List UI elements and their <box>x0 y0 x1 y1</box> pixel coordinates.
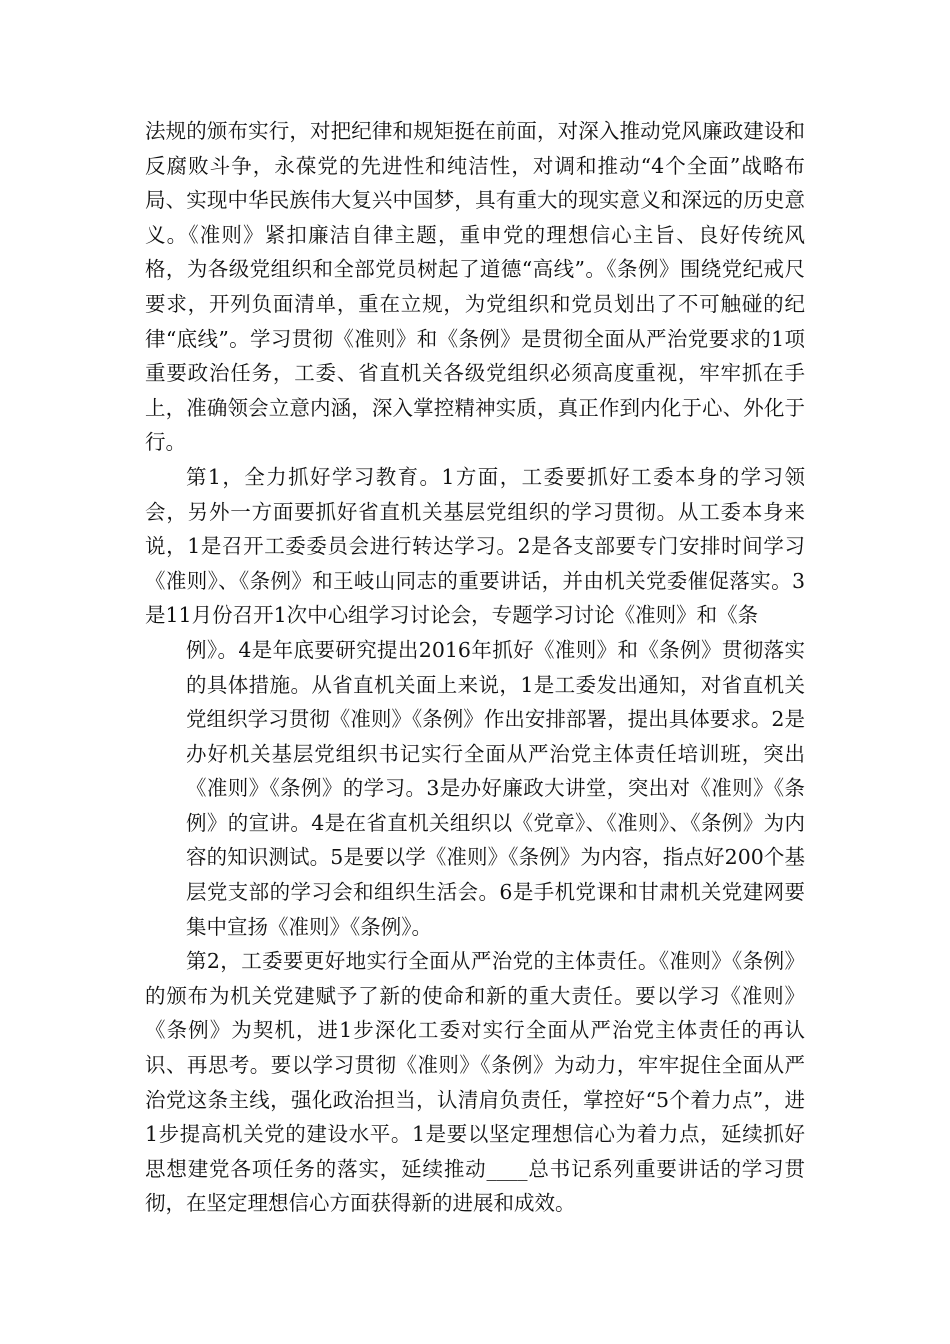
paragraph-3: 例》。4是年底要研究提出2016年抓好《准则》和《条例》贯彻落实的具体措施。从省直机关面上来说，1是工委发出通知，对省直机关党组织学习贯彻《准则》《条例》作出安排部署，提出具体要求。2是办好机关基层党组织书记实行全面从严治党主体责任培训班，突出《准则》《条例》的学习。3是办好廉政大讲堂，突出对《准则》《条例》的宣讲。4是在省直机关组织以《党章》、《准则》、《条例》为内容的知识测试。5是要以学《准则》《条例》为内容，指点好200个基层党支部的学习会和组织生活会。6是手机党课和甘肃机关党建网要集中宣扬《准则》《条例》。 <box>186 637 805 939</box>
paragraph-4: 第2，工委要更好地实行全面从严治党的主体责任。《准则》《条例》的颁布为机关党建赋予了新的使命和新的重大责任。要以学习《准则》《条例》为契机，进1步深化工委对实行全面从严治党主体责任的再认识、再思考。要以学习贯彻《准则》《条例》为动力，牢牢捉住全面从严治党这条主线，强化政治担当，认清肩负责任，掌控好“5个着力点”，进1步提高机关党的建设水平。1是要以坚定理想信心为着力点，延续抓好思想建党各项任务的落实，延续推动____总书记系列重要讲话的学习贯彻，在坚定理想信心方面获得新的进展和成效。 <box>145 949 805 1216</box>
paragraph-1: 法规的颁布实行，对把纪律和规矩挺在前面，对深入推动党风廉政建设和反腐败斗争，永葆党的先进性和纯洁性，对调和推动“4个全面”战略布局、实现中华民族伟大复兴中国梦，具有重大的现实意义和深远的历史意义。《准则》紧扣廉洁自律主题，重申党的理想信心主旨、良好传统风格，为各级党组织和全部党员树起了道德“高线”。《条例》围绕党纪戒尺要求，开列负面清单，重在立规，为党组织和党员划出了不可触碰的纪律“底线”。学习贯彻《准则》和《条例》是贯彻全面从严治党要求的1项重要政治任务，工委、省直机关各级党组织必须高度重视，牢牢抓在手上，准确领会立意内涵，深入掌控精神实质，真正作到内化于心、外化于行。 <box>145 119 805 455</box>
paragraph-2: 第1，全力抓好学习教育。1方面，工委要抓好工委本身的学习领会，另外一方面要抓好省直机关基层党组织的学习贯彻。从工委本身来说，1是召开工委委员会进行转达学习。2是各支部要专门安排时间学习《准则》、《条例》和王岐山同志的重要讲话，并由机关党委催促落实。3是11月份召开1次中心组学习讨论会，专题学习讨论《准则》和《条 <box>145 464 805 628</box>
document-body <box>145 114 805 1221</box>
